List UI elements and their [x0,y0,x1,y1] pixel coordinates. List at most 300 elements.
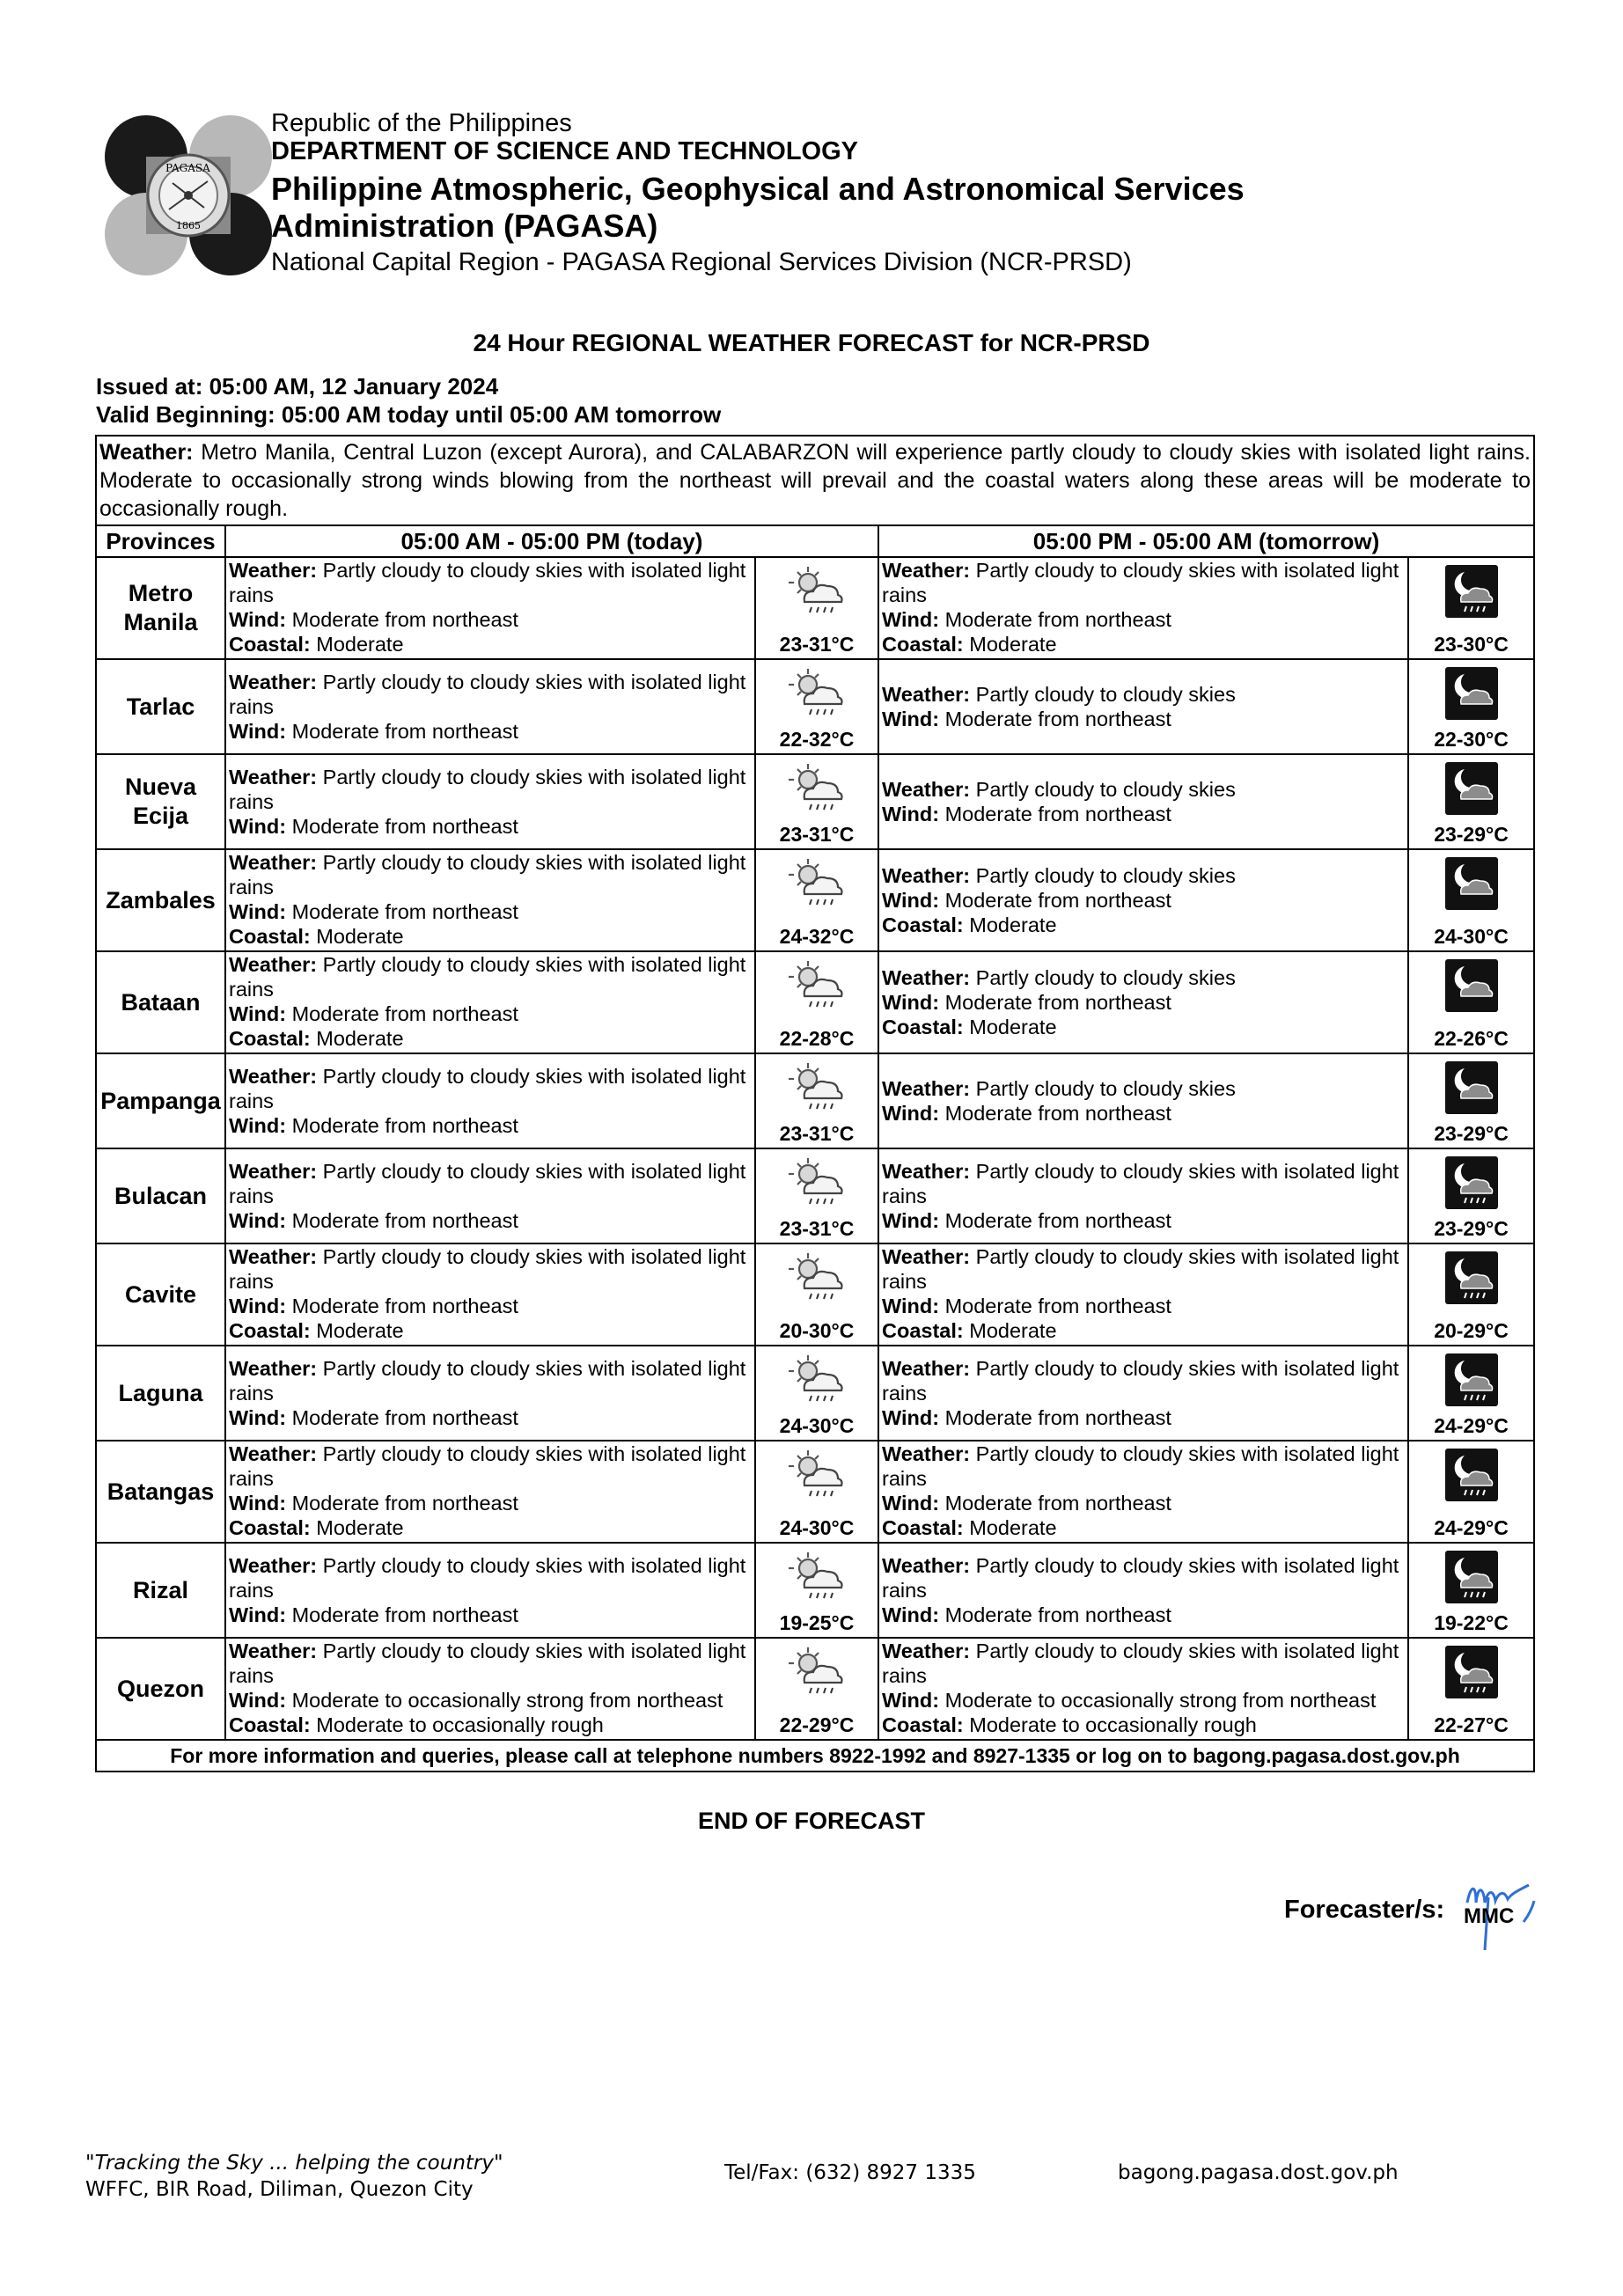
weather-line [229,1244,753,1294]
wind-line [882,1405,1406,1430]
weather-value: Partly cloudy to cloudy skies with isolated light rains [882,1554,1399,1602]
wind-value: Moderate from northeast [944,991,1171,1014]
wind-line [229,607,753,632]
temperature-range: 22-29°C [779,1713,855,1736]
forecast-icon-cell [755,1053,878,1148]
weather-line [882,1244,1406,1294]
coastal-value: Moderate [969,1319,1057,1342]
temperature-range: 24-30°C [1434,925,1509,948]
table-row [96,557,1534,659]
weather-line [882,558,1406,607]
coastal-label: Coastal: [882,913,964,936]
weather-value: Partly cloudy to cloudy skies with isolated light rains [229,851,746,899]
wind-value: Moderate from northeast [291,1002,518,1025]
province-name: Rizal [96,1543,225,1638]
coastal-value: Moderate [969,633,1057,656]
temperature-range: 24-32°C [779,925,855,948]
footer-left [85,2150,503,2203]
wind-label: Wind: [882,608,940,631]
coastal-label: Coastal: [882,1516,964,1539]
wind-label: Wind: [882,1689,940,1712]
temperature-range: 24-30°C [779,1516,855,1539]
sun-cloud-rain-icon [789,1646,845,1706]
forecast-text [225,1148,755,1243]
coastal-line [882,632,1406,657]
temperature-range: 20-29°C [1434,1319,1509,1342]
coastal-value: Moderate [316,1319,404,1342]
wind-value: Moderate from northeast [291,1603,518,1626]
website: bagong.pagasa.dost.gov.ph [1118,2161,1399,2184]
temperature-range: 23-31°C [779,1217,855,1240]
table-footer-info: For more information and queries, please call at telephone numbers 8922-1992 and 8927-1335 or log on to bagong.pagasa.dost.gov.ph [96,1740,1534,1772]
forecast-icon-cell [755,1543,878,1638]
temperature-range: 24-30°C [779,1414,855,1437]
wind-value: Moderate from northeast [291,608,518,631]
coastal-line [882,1713,1406,1737]
coastal-value: Moderate [969,1016,1057,1038]
sun-cloud-rain-icon [789,1449,845,1509]
header-text [271,109,1245,276]
wind-label: Wind: [882,1209,940,1232]
end-of-forecast: END OF FORECAST [697,1808,925,1834]
weather-line [229,1441,753,1491]
moon-cloud-icon [1445,1061,1498,1119]
wind-line [229,719,753,744]
table-row [96,1441,1534,1543]
forecast-icon-cell [755,951,878,1053]
wind-line [882,1294,1406,1318]
wind-value: Moderate from northeast [291,1295,518,1317]
wind-value: Moderate from northeast [944,1295,1171,1317]
weather-line [229,952,753,1001]
division-line: National Capital Region - PAGASA Regional Services Division (NCR-PRSD) [271,247,1132,276]
wind-label: Wind: [229,1492,287,1515]
sun-cloud-rain-icon [789,1551,845,1611]
weather-label: Weather: [882,1245,971,1268]
coastal-label: Coastal: [882,1319,964,1342]
wind-value: Moderate from northeast [291,1492,518,1515]
weather-value: Partly cloudy to cloudy skies with isolated light rains [229,1065,746,1112]
weather-label: Weather: [229,559,318,582]
temperature-range: 22-28°C [779,1027,855,1050]
tagline: "Tracking the Sky ... helping the country" [85,2152,503,2175]
weather-value: Partly cloudy to cloudy skies with isolated light rains [882,1639,1399,1687]
forecast-text [225,754,755,849]
weather-line [229,850,753,899]
wind-label: Wind: [882,1102,940,1125]
forecast-text [225,1053,755,1148]
wind-label: Wind: [229,1295,287,1317]
wind-label: Wind: [229,1406,287,1429]
weather-value: Partly cloudy to cloudy skies [975,864,1236,887]
weather-label: Weather: [882,1554,971,1577]
forecast-text [878,1053,1408,1148]
weather-value: Partly cloudy to cloudy skies with isolated light rains [229,1245,746,1293]
forecast-icon-cell [755,1441,878,1543]
province-name: Bataan [96,951,225,1053]
weather-label: Weather: [229,953,318,976]
province-name: Laguna [96,1346,225,1441]
weather-value: Partly cloudy to cloudy skies with isolated light rains [229,671,746,718]
forecast-icon-cell [755,1638,878,1740]
forecast-icon-cell [1408,951,1534,1053]
sun-cloud-rain-icon [789,1156,845,1217]
wind-label: Wind: [229,608,287,631]
wind-value: Moderate from northeast [291,720,518,743]
forecast-text [878,557,1408,659]
wind-value: Moderate from northeast [944,1406,1171,1429]
forecast-icon-cell [1408,1441,1534,1543]
valid-period: Valid Beginning: 05:00 AM today until 05:00 AM tomorrow [96,401,722,428]
sun-cloud-rain-icon [789,1061,845,1122]
coastal-line [882,1515,1406,1540]
sun-cloud-rain-icon [789,1251,845,1312]
wind-line [882,607,1406,632]
wind-label: Wind: [229,1114,287,1137]
temperature-range: 22-30°C [1434,728,1509,751]
coastal-line [229,1318,753,1343]
moon-cloud-rain-icon [1445,565,1498,622]
wind-line [882,990,1406,1015]
forecast-text [225,1543,755,1638]
forecast-icon-cell [1408,1053,1534,1148]
weather-line [882,965,1406,990]
wind-value: Moderate from northeast [291,1406,518,1429]
weather-value: Partly cloudy to cloudy skies [975,683,1236,706]
weather-value: Partly cloudy to cloudy skies with isolated light rains [229,766,746,813]
weather-label: Weather: [882,1160,971,1183]
temperature-range: 23-29°C [1434,1217,1509,1240]
weather-line [882,1356,1406,1405]
temperature-range: 20-30°C [779,1319,855,1342]
coastal-value: Moderate [316,1516,404,1539]
province-name: Metro Manila [96,557,225,659]
coastal-line [229,924,753,949]
weather-label: Weather: [229,1442,318,1465]
province-name: Nueva Ecija [96,754,225,849]
temperature-range: 23-29°C [1434,1122,1509,1145]
forecast-text [878,849,1408,951]
forecast-text [225,1243,755,1346]
weather-label: Weather: [882,559,971,582]
wind-value: Moderate from northeast [944,708,1171,730]
weather-line [882,863,1406,888]
summary-label: Weather: [99,440,194,465]
weather-line [229,765,753,814]
forecast-icon-cell [755,1243,878,1346]
wind-line [229,1491,753,1515]
wind-label: Wind: [229,815,287,838]
weather-value: Partly cloudy to cloudy skies [975,966,1236,989]
coastal-value: Moderate [316,1027,404,1050]
summary-text: Metro Manila, Central Luzon (except Aurora), and CALABARZON will experience partly cloudy to cloudy skies with isolated light rains. Moderate to occasionally strong winds blowing from the northeast will prevail and the coastal waters along these areas will be moderate to occasionally rough. [99,440,1531,521]
coastal-label: Coastal: [882,1016,964,1038]
table-row [96,1053,1534,1148]
weather-label: Weather: [229,1639,318,1662]
temperature-range: 23-29°C [1434,823,1509,846]
weather-value: Partly cloudy to cloudy skies with isolated light rains [229,1357,746,1405]
wind-label: Wind: [882,889,940,912]
weather-value: Partly cloudy to cloudy skies with isolated light rains [882,1357,1399,1405]
weather-value: Partly cloudy to cloudy skies with isolated light rains [229,1554,746,1602]
forecast-icon-cell [1408,557,1534,659]
moon-cloud-icon [1445,857,1498,914]
logo-text: PAGASA [165,162,210,174]
issue-info [96,372,721,429]
sun-cloud-rain-icon [789,565,845,626]
weather-value: Partly cloudy to cloudy skies with isolated light rains [882,1160,1399,1207]
forecast-text [225,557,755,659]
weather-label: Weather: [882,683,971,706]
coastal-value: Moderate [316,633,404,656]
wind-line [229,1001,753,1026]
agency-line-1: Philippine Atmospheric, Geophysical and Astronomical Services [271,170,1245,207]
coastal-label: Coastal: [229,925,311,948]
wind-label: Wind: [882,708,940,730]
weather-line [229,1639,753,1688]
table-row [96,1543,1534,1638]
wind-value: Moderate from northeast [944,1603,1171,1626]
moon-cloud-icon [1445,959,1498,1016]
table-row [96,1243,1534,1346]
forecast-text [878,1441,1408,1543]
logo-year: 1865 [176,220,201,231]
wind-value: Moderate from northeast [291,900,518,923]
forecast-icon-cell [1408,1243,1534,1346]
weather-value: Partly cloudy to cloudy skies with isolated light rains [229,1639,746,1687]
forecast-icon-cell [1408,1148,1534,1243]
forecast-text [878,754,1408,849]
wind-value: Moderate from northeast [944,1209,1171,1232]
coastal-value: Moderate [316,925,404,948]
wind-label: Wind: [882,991,940,1014]
sun-cloud-rain-icon [789,857,845,918]
forecaster-label: Forecaster/s: [1284,1896,1445,1924]
coastal-line [882,1015,1406,1039]
table-row [96,1346,1534,1441]
weather-value: Partly cloudy to cloudy skies with isolated light rains [229,953,746,1001]
weather-line [229,558,753,607]
moon-cloud-icon [1445,762,1498,819]
wind-line [229,1603,753,1627]
weather-summary [96,436,1534,525]
coastal-value: Moderate to occasionally rough [969,1713,1257,1736]
wind-value: Moderate to occasionally strong from northeast [291,1689,723,1712]
republic-line: Republic of the Philippines [271,109,572,137]
weather-line [229,1356,753,1405]
coastal-line [229,1026,753,1051]
moon-cloud-rain-icon [1445,1449,1498,1506]
wind-line [229,899,753,924]
address: WFFC, BIR Road, Diliman, Quezon City [85,2178,474,2201]
wind-line [882,1688,1406,1713]
weather-value: Partly cloudy to cloudy skies [975,1077,1236,1100]
coastal-label: Coastal: [229,633,311,656]
wind-line [882,1101,1406,1126]
weather-label: Weather: [229,1245,318,1268]
wind-label: Wind: [229,1002,287,1025]
weather-label: Weather: [229,766,318,789]
wind-line [882,888,1406,913]
temperature-range: 23-31°C [779,633,855,656]
weather-line [229,1159,753,1208]
column-provinces: Provinces [96,525,225,557]
forecast-icon-cell [755,754,878,849]
weather-line [882,1159,1406,1208]
weather-label: Weather: [882,1639,971,1662]
forecast-text [878,1148,1408,1243]
weather-label: Weather: [882,1442,971,1465]
sun-cloud-rain-icon [789,667,845,728]
temperature-range: 23-30°C [1434,633,1509,656]
temperature-range: 19-22°C [1434,1611,1509,1634]
wind-label: Wind: [229,900,287,923]
column-today: 05:00 AM - 05:00 PM (today) [225,525,878,557]
forecast-text [225,1638,755,1740]
wind-label: Wind: [229,1603,287,1626]
wind-line [229,1688,753,1713]
weather-line [229,1553,753,1603]
agency-line-2: Administration (PAGASA) [271,208,658,245]
wind-line [229,1405,753,1430]
coastal-line [229,1515,753,1540]
weather-label: Weather: [229,1160,318,1183]
province-name: Zambales [96,849,225,951]
forecast-text [225,1441,755,1543]
province-name: Bulacan [96,1148,225,1243]
weather-label: Weather: [229,1065,318,1088]
weather-label: Weather: [229,671,318,693]
coastal-line [882,1318,1406,1343]
temperature-range: 22-27°C [1434,1713,1509,1736]
wind-value: Moderate from northeast [944,1492,1171,1515]
coastal-label: Coastal: [882,633,964,656]
forecast-icon-cell [755,1148,878,1243]
coastal-value: Moderate to occasionally rough [316,1713,604,1736]
forecast-text [225,849,755,951]
temperature-range: 24-29°C [1434,1516,1509,1539]
moon-cloud-rain-icon [1445,1156,1498,1214]
wind-line [882,1491,1406,1515]
wind-value: Moderate from northeast [291,1114,518,1137]
wind-line [882,802,1406,826]
wind-label: Wind: [882,1492,940,1515]
weather-line [229,670,753,719]
moon-cloud-icon [1445,667,1498,724]
temperature-range: 23-31°C [779,1122,855,1145]
weather-value: Partly cloudy to cloudy skies with isolated light rains [882,559,1399,606]
sun-cloud-rain-icon [789,959,845,1020]
moon-cloud-rain-icon [1445,1646,1498,1703]
pagasa-logo [100,113,276,278]
wind-value: Moderate from northeast [944,803,1171,825]
weather-value: Partly cloudy to cloudy skies with isolated light rains [882,1442,1399,1490]
forecast-text [878,659,1408,754]
weather-label: Weather: [882,1077,971,1100]
wind-label: Wind: [882,1406,940,1429]
forecast-icon-cell [755,1346,878,1441]
forecast-text [225,659,755,754]
table-row [96,1148,1534,1243]
issued-at: Issued at: 05:00 AM, 12 January 2024 [96,373,499,400]
moon-cloud-rain-icon [1445,1551,1498,1608]
wind-label: Wind: [882,1603,940,1626]
coastal-label: Coastal: [882,1713,964,1736]
province-name: Cavite [96,1243,225,1346]
wind-line [882,707,1406,731]
wind-value: Moderate to occasionally strong from northeast [944,1689,1377,1712]
temperature-range: 24-29°C [1434,1414,1509,1437]
coastal-line [882,913,1406,937]
weather-line [882,1553,1406,1603]
province-name: Pampanga [96,1053,225,1148]
forecast-text [878,1243,1408,1346]
table-row [96,1638,1534,1740]
forecast-icon-cell [1408,754,1534,849]
wind-label: Wind: [229,720,287,743]
wind-line [882,1208,1406,1233]
forecast-icon-cell [755,659,878,754]
sun-cloud-rain-icon [789,762,845,823]
weather-label: Weather: [882,1357,971,1380]
forecast-text [878,951,1408,1053]
forecast-text [225,951,755,1053]
wind-label: Wind: [229,1689,287,1712]
table-row [96,754,1534,849]
coastal-label: Coastal: [229,1027,311,1050]
weather-value: Partly cloudy to cloudy skies [975,778,1236,801]
weather-line [882,777,1406,802]
coastal-line [229,1713,753,1737]
weather-label: Weather: [882,778,971,801]
weather-value: Partly cloudy to cloudy skies with isolated light rains [882,1245,1399,1293]
table-row [96,849,1534,951]
weather-label: Weather: [882,864,971,887]
forecast-icon-cell [1408,1543,1534,1638]
wind-label: Wind: [882,803,940,825]
forecast-icon-cell [1408,1346,1534,1441]
forecast-icon-cell [1408,1638,1534,1740]
weather-label: Weather: [229,1554,318,1577]
coastal-label: Coastal: [229,1713,311,1736]
forecast-icon-cell [755,557,878,659]
department-line: DEPARTMENT OF SCIENCE AND TECHNOLOGY [271,137,859,166]
wind-value: Moderate from northeast [291,815,518,838]
temperature-range: 22-26°C [1434,1027,1509,1050]
moon-cloud-rain-icon [1445,1353,1498,1411]
wind-line [229,814,753,839]
coastal-value: Moderate [969,913,1057,936]
coastal-label: Coastal: [229,1319,311,1342]
weather-line [882,1639,1406,1688]
weather-value: Partly cloudy to cloudy skies with isolated light rains [229,559,746,606]
telfax: Tel/Fax: (632) 8927 1335 [724,2161,976,2184]
wind-value: Moderate from northeast [944,608,1171,631]
weather-value: Partly cloudy to cloudy skies with isolated light rains [229,1442,746,1490]
wind-line [882,1603,1406,1627]
forecast-text [225,1346,755,1441]
weather-label: Weather: [882,966,971,989]
province-name: Tarlac [96,659,225,754]
wind-value: Moderate from northeast [944,889,1171,912]
wind-line [229,1113,753,1138]
forecast-icon-cell [755,849,878,951]
forecast-icon-cell [1408,849,1534,951]
forecast-icon-cell [1408,659,1534,754]
forecaster-initials: MMC [1464,1904,1515,1928]
temperature-range: 19-25°C [779,1611,855,1634]
weather-line [229,1064,753,1113]
